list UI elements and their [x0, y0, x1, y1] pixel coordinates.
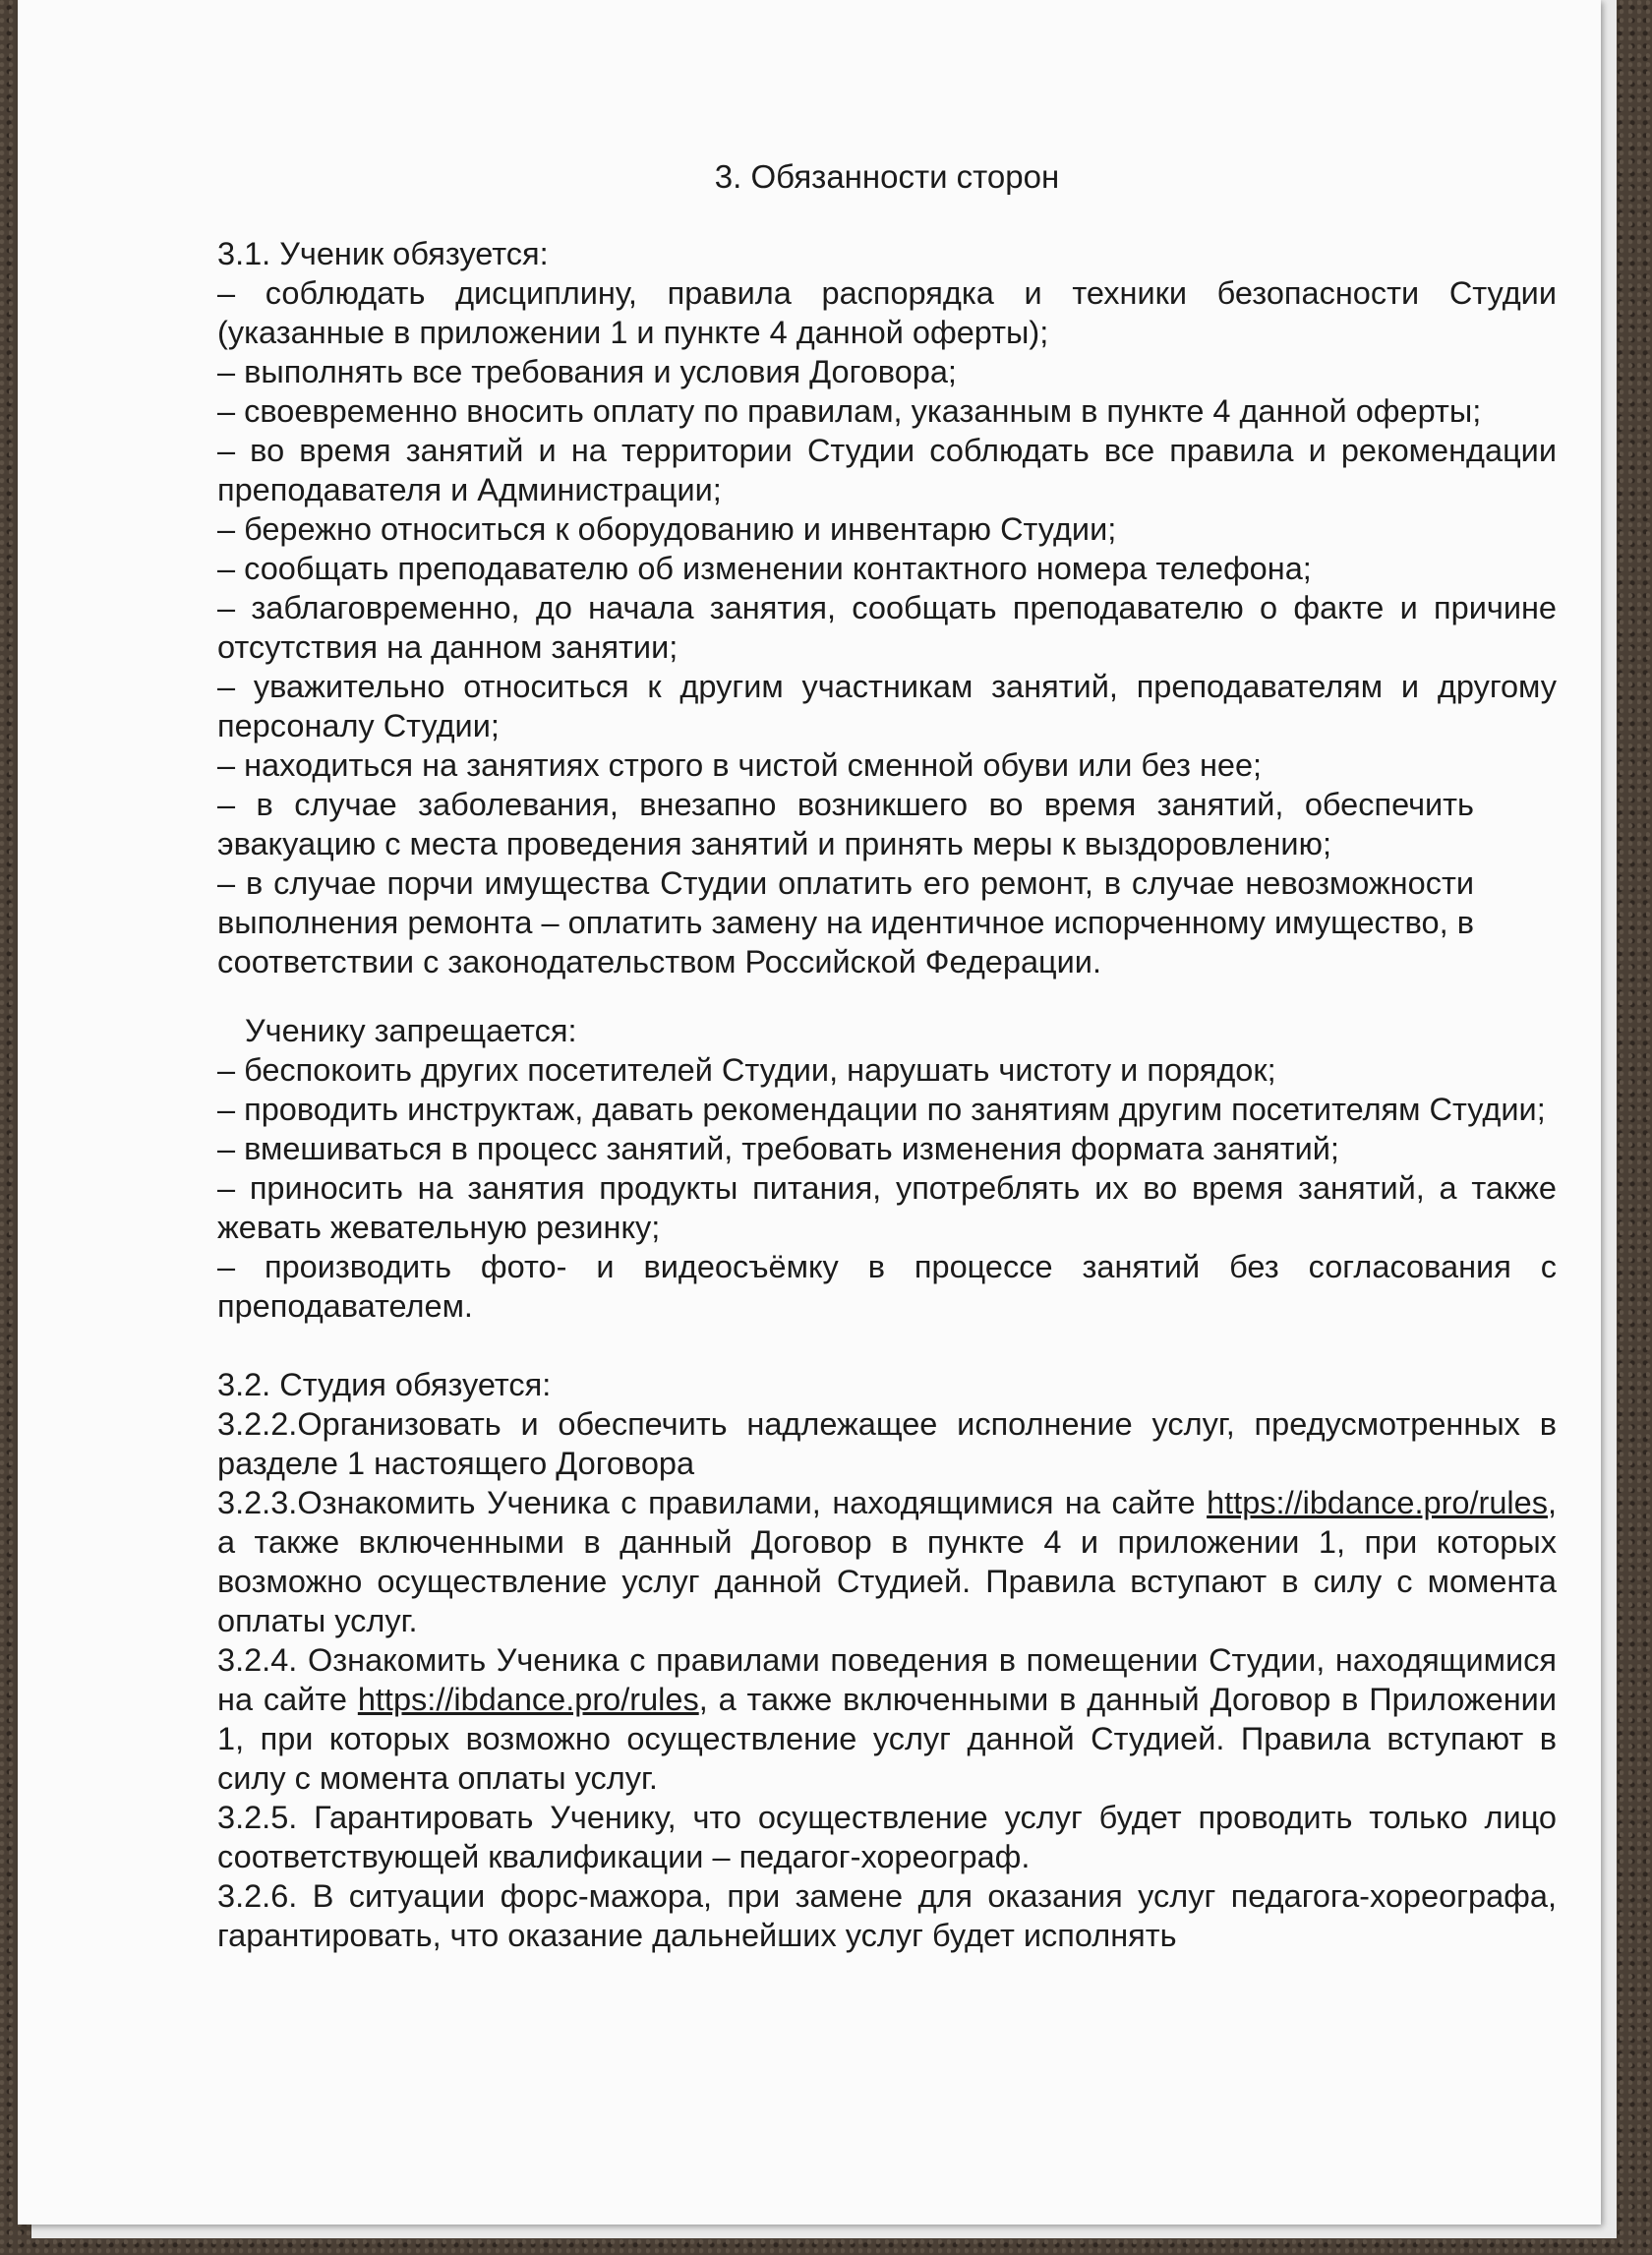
forbidden-item: – приносить на занятия продукты питания, употреблять их во время занятий, а также жевать жевательную резинку; — [217, 1170, 1557, 1245]
duty-item: – находиться на занятиях строго в чистой сменной обуви или без нее; — [217, 747, 1263, 783]
duty-item: – своевременно вносить оплату по правилам, указанным в пункте 4 данной оферты; — [217, 393, 1482, 429]
section-title: 3. Обязанности сторон — [714, 158, 1060, 195]
section-3-2-heading: 3.2. Студия обязуется: — [217, 1367, 552, 1402]
rules-link[interactable]: https://ibdance.pro/rules — [357, 1682, 699, 1717]
spacer — [217, 1326, 1557, 1365]
document-page — [18, 0, 1601, 2225]
studio-duty-3-2-4 — [217, 1640, 1557, 1798]
studio-duty-3-2-5: 3.2.5. Гарантировать Ученику, что осуществление услуг будет проводить только лицо соответствующей квалификации – педагог-хореограф. — [217, 1800, 1557, 1874]
rules-link[interactable]: https://ibdance.pro/rules — [1207, 1485, 1548, 1520]
text-before-link: 3.2.3.Ознакомить Ученика с правилами, находящимися на сайте — [217, 1485, 1208, 1520]
duty-item: – во время занятий и на территории Студии соблюдать все правила и рекомендации преподавателя и Администрации; — [217, 433, 1557, 507]
forbidden-item: – проводить инструктаж, давать рекомендации по занятиям другим посетителям Студии; — [217, 1092, 1546, 1127]
studio-duty-3-2-6: 3.2.6. В ситуации форс-мажора, при замене для оказания услуг педагога-хореографа, гарантировать, что оказание дальнейших услуг будет исполнять — [217, 1878, 1557, 1953]
duty-item: – уважительно относиться к другим участникам занятий, преподавателям и другому персоналу Студии; — [217, 669, 1557, 743]
document-content — [217, 157, 1557, 1955]
studio-duty-3-2-2: 3.2.2.Организовать и обеспечить надлежащее исполнение услуг, предусмотренных в разделе 1 настоящего Договора — [217, 1406, 1557, 1481]
duty-item: – сообщать преподавателю об изменении контактного номера телефона; — [217, 551, 1312, 586]
studio-duty-3-2-3 — [217, 1483, 1557, 1640]
forbidden-item: – вмешиваться в процесс занятий, требовать изменения формата занятий; — [217, 1131, 1339, 1166]
duty-item: – в случае порчи имущества Студии оплатить его ремонт, в случае невозможности выполнения ремонта – оплатить замену на идентичное испорченному имущество, в соответствии с законодательством Российской Федерации. — [217, 865, 1474, 979]
forbidden-item: – производить фото- и видеосъёмку в процессе занятий без согласования с преподавателем. — [217, 1249, 1557, 1324]
text-after-link: , а также включенными в данный Договор в Приложении 1, при которых возможно осуществление услуг данной Студией. Правила вступают в силу с момента оплаты услуг. — [217, 1682, 1557, 1796]
duty-item: – соблюдать дисциплину, правила распорядка и техники безопасности Студии (указанные в приложении 1 и пункте 4 данной оферты); — [217, 275, 1557, 350]
duty-item: – бережно относиться к оборудованию и инвентарю Студии; — [217, 511, 1117, 547]
forbidden-item: – беспокоить других посетителей Студии, нарушать чистоту и порядок; — [217, 1052, 1276, 1088]
forbidden-heading: Ученику запрещается: — [245, 1013, 577, 1048]
duty-item: – в случае заболевания, внезапно возникшего во время занятий, обеспечить эвакуацию с места проведения занятий и принять меры к выздоровлению; — [217, 787, 1474, 861]
section-3-1-heading: 3.1. Ученик обязуется: — [217, 236, 549, 271]
duty-item: – выполнять все требования и условия Договора; — [217, 354, 957, 389]
duty-item: – заблаговременно, до начала занятия, сообщать преподавателю о факте и причине отсутствия на данном занятии; — [217, 590, 1557, 665]
text-after-link: , а также включенными в данный Договор в пункте 4 и приложении 1, при которых возможно осуществление услуг данной Студией. Правила вступают в силу с момента оплаты услуг. — [217, 1485, 1557, 1638]
text-before-link: 3.2.4. Ознакомить Ученика с правилами поведения в помещении Студии, находящимися на сайте — [217, 1642, 1557, 1717]
